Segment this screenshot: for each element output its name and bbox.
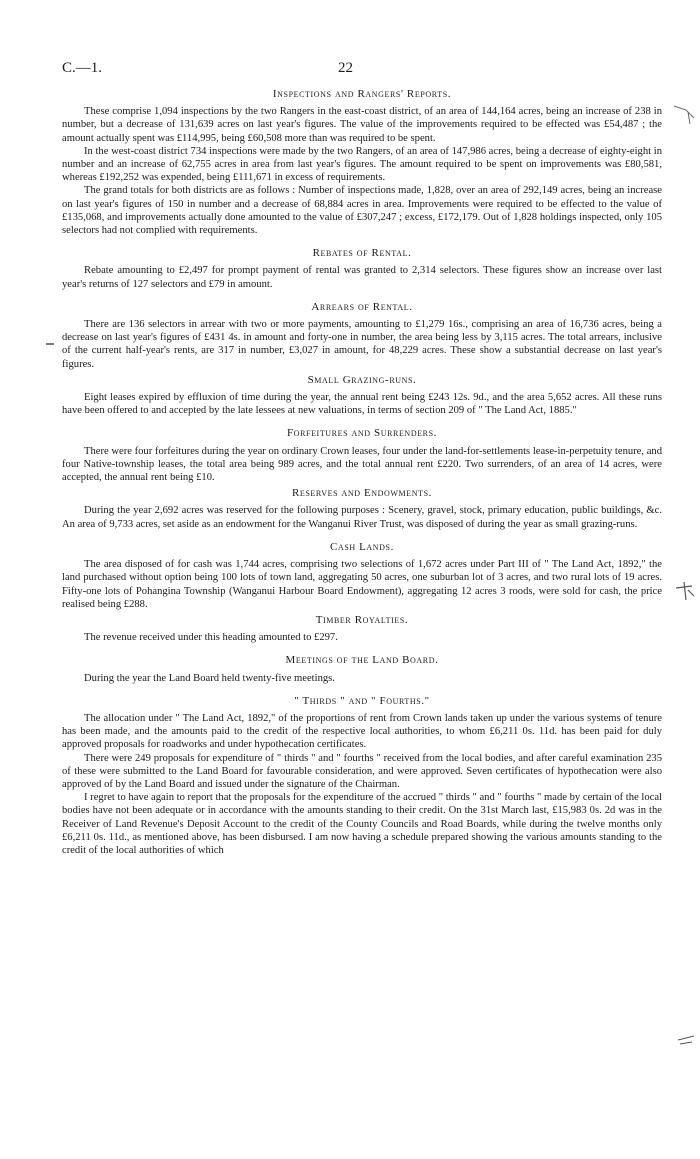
paragraph: I regret to have again to report that the proposals for the expenditure of the accrued " thirds " and " fourths " made by certain of the local bodies have not been adequate or in accordance with the amounts standing to their credit. On the 31st March last, £15,983 0s. 2d was in the Receiver of Land Revenue's Deposit Account to the credit of the County Councils and Road Boards, while during the twelve months only £6,211 0s. 11d., as mentioned above, has been disbursed. I am now having a schedule prepared showing the various amounts standing to the credit of the local authorities of which (62, 792, 662, 856)
paragraph: Rebate amounting to £2,497 for prompt payment of rental was granted to 2,314 selectors. These figures show an increase over last year's returns of 127 selectors and £79 in amount. (62, 265, 662, 290)
section-heading-forfeitures: Forfeitures and Surrenders. (286, 427, 438, 440)
section-heading-timber-royalties: Timber Royalties. (315, 613, 409, 626)
section-heading-inspections: Inspections and Rangers' Reports. (272, 88, 452, 100)
section-heading-arrears: Arrears of Rental. (311, 300, 413, 313)
paragraph: During the year 2,692 acres was reserved for the following purposes : Scenery, gravel, stock, primary education, public buildings, &c. An area of 9,733 acres, set aside as an endowment for the Wanganui River Trust, was disposed of during the year as small grazing-runs. (62, 505, 662, 530)
section-heading-reserves: Reserves and Endowments. (291, 487, 433, 500)
page-number: 22 (338, 60, 353, 76)
section-heading-thirds-fourths: " Thirds " and " Fourths." (294, 694, 430, 707)
paragraph: There were 249 proposals for expenditure of " thirds " and " fourths " received from the local bodies, and after careful examination 235 of these were submitted to the Land Board for favourable consideration, and were approved. Seven certificates of hypothecation were also approved of by the Land Board and issued under the signature of the Chairman. (62, 752, 662, 790)
paragraph: During the year the Land Board held twenty-five meetings. (84, 672, 335, 684)
paragraph: The allocation under " The Land Act, 1892," of the proportions of rent from Crown lands taken up under the various systems of tenure has been made, and the amounts paid to the credit of the respective local authorities, to whom £6,211 0s. 11d. has been paid for duly approved proposals for roadworks and under hypothecation certificates. (62, 712, 662, 751)
section-heading-cash-lands: Cash Lands. (330, 540, 394, 553)
margin-pencil-mark (44, 338, 56, 350)
margin-pencil-mark (674, 578, 698, 608)
paragraph: The revenue received under this heading amounted to £297. (84, 632, 338, 644)
paragraph: There are 136 selectors in arrear with two or more payments, amounting to £1,279 16s., comprising an area of 16,736 acres, being a decrease on last year's figures of £431 4s. in amount and forty-one in number, the area being less by 3,115 acres. The total arrears, inclusive of the current half-year's rents, are 317 in number, £3,027 in amount, for 48,229 acres. These show a substantial decrease on last year's figures. (62, 319, 662, 370)
paragraph: Eight leases expired by effluxion of time during the year, the annual rent being £243 12s. 9d., and the area 5,652 acres. All these runs have been offered to and accepted by the late lessees at new valuations, in terms of section 209 of " The Land Act, 1885." (62, 392, 662, 417)
paragraph: In the west-coast district 734 inspections were made by the two Rangers, of an area of 147,986 acres, being a decrease of eighty-eight in number and an increase of 62,755 acres in area from last year's figures. The amount required to be spent on improvements was £80,581, whereas £192,252 was expended, being £111,671 in excess of requirements. (62, 145, 662, 184)
paragraph: These comprise 1,094 inspections by the two Rangers in the east-coast district, of an area of 144,164 acres, being an increase of 238 in number, but a decrease of 131,639 acres on last year's figures. The value of the improvements required to be effected was £54,487 ; the amount actually spent was £114,995, being £60,508 more than was required to be spent. (62, 106, 662, 144)
section-heading-meetings: Meetings of the Land Board. (285, 654, 439, 667)
paragraph: The grand totals for both districts are as follows : Number of inspections made, 1,828, over an area of 292,149 acres, being an increase on last year's figures of 150 in number and a decrease of 68,884 acres in area. Improvements were required to be effected to the value of £135,068, and improvements actually done amounted to the value of £307,247 ; excess, £172,179. Out of 1,828 holdings inspected, only 105 selectors had not complied with requirements. (62, 185, 662, 237)
margin-pencil-mark (672, 100, 696, 130)
report-reference: C.—1. (62, 60, 103, 76)
page-body (62, 88, 662, 857)
paragraph: The area disposed of for cash was 1,744 acres, comprising two selections of 1,672 acres under Part III of " The Land Act, 1892," the land purchased without option being 100 lots of town land, aggregating 50 acres, one suburban lot of 3 acres, and two rural lots of 19 acres. Fifty-one lots of Pohangina Township (Wanganui Harbour Board Endowment), aggregating 12 acres 3 roods, were sold for cash, the price realised being £288. (62, 559, 662, 610)
paragraph: There were four forfeitures during the year on ordinary Crown leases, four under the land-for-settlements lease-in-perpetuity tenure, and four Native-township leases, the total area being 989 acres, and the total annual rent £220. Two surrenders, of an area of 14 acres, were accepted, the annual rent being £10. (62, 445, 662, 484)
margin-pencil-mark (676, 1030, 698, 1050)
section-heading-small-grazing-runs: Small Grazing-runs. (307, 373, 417, 386)
section-heading-rebates: Rebates of Rental. (312, 247, 412, 260)
